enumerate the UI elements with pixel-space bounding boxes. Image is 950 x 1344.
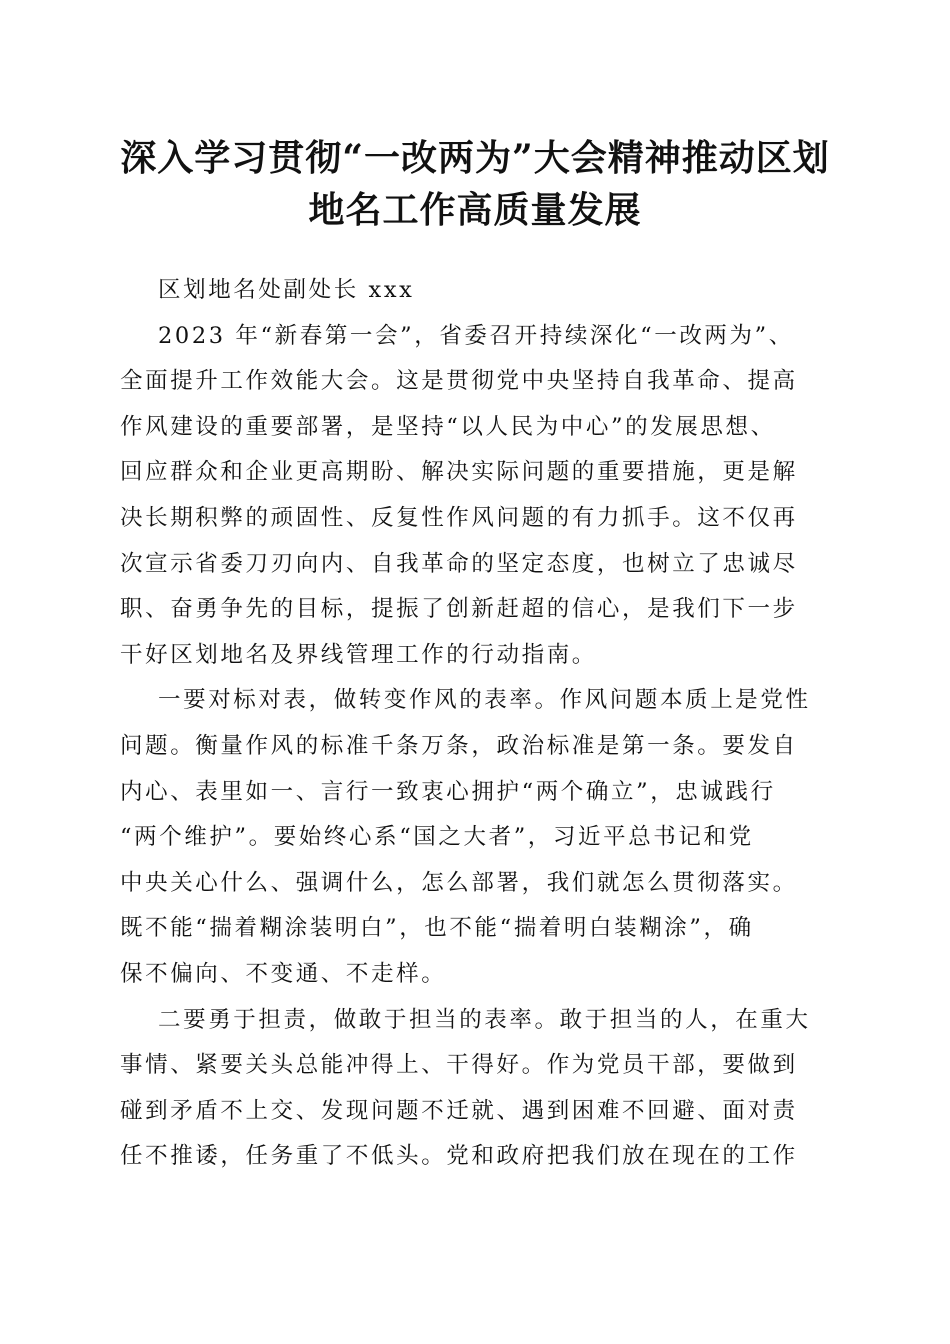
title-line-2: 地名工作高质量发展 [308,189,642,231]
paragraph-line: 决长期积弊的顽固性、反复性作风问题的有力抓手。这不仅再 [120,504,798,531]
author-text: 区划地名处副处长 xxx [158,277,415,303]
paragraph-line: 2023 年“新春第一会”，省委召开持续深化“一改两为”、 [158,322,794,349]
author-line [120,268,840,314]
paragraph-2 [120,678,840,997]
paragraph-1 [120,314,840,679]
paragraph-line: 任不推诿，任务重了不低头。党和政府把我们放在现在的工作 [120,1143,798,1170]
paragraph-3 [120,998,840,1180]
paragraph-line: 碰到矛盾不上交、发现问题不迁就、遇到困难不回避、面对责 [120,1097,798,1124]
paragraph-line: 中央关心什么、强调什么，怎么部署，我们就怎么贯彻落实。 [120,869,798,896]
paragraph-line: 次宣示省委刀刃向内、自我革命的坚定态度，也树立了忠诚尽 [120,550,798,577]
paragraph-line: 二要勇于担责，做敢于担当的表率。敢于担当的人，在重大 [158,1006,811,1033]
paragraph-line: 作风建设的重要部署，是坚持“以人民为中心”的发展思想、 [120,413,776,440]
paragraph-line: 回应群众和企业更高期盼、解决实际问题的重要措施，更是解 [120,459,798,486]
paragraph-line: “两个维护”。要始终心系“国之大者”，习近平总书记和党 [120,824,754,851]
paragraph-line: 问题。衡量作风的标准千条万条，政治标准是第一条。要发自 [120,732,798,759]
paragraph-line: 既不能“揣着糊涂装明白”，也不能“揣着明白装糊涂”，确 [120,915,754,942]
document-title [100,132,850,236]
paragraph-line: 内心、表里如一、言行一致衷心拥护“两个确立”，忠诚践行 [120,778,776,805]
document-body [120,268,840,1180]
title-line-1: 深入学习贯彻“一改两为”大会精神推动区划 [120,137,830,179]
paragraph-line: 事情、紧要关头总能冲得上、干得好。作为党员干部，要做到 [120,1052,798,1079]
paragraph-line: 全面提升工作效能大会。这是贯彻党中央坚持自我革命、提高 [120,368,798,395]
paragraph-line: 干好区划地名及界线管理工作的行动指南。 [120,641,597,668]
paragraph-line: 职、奋勇争先的目标，提振了创新赶超的信心，是我们下一步 [120,596,798,623]
paragraph-line: 一要对标对表，做转变作风的表率。作风问题本质上是党性 [158,687,811,714]
paragraph-line: 保不偏向、不变通、不走样。 [120,960,447,987]
